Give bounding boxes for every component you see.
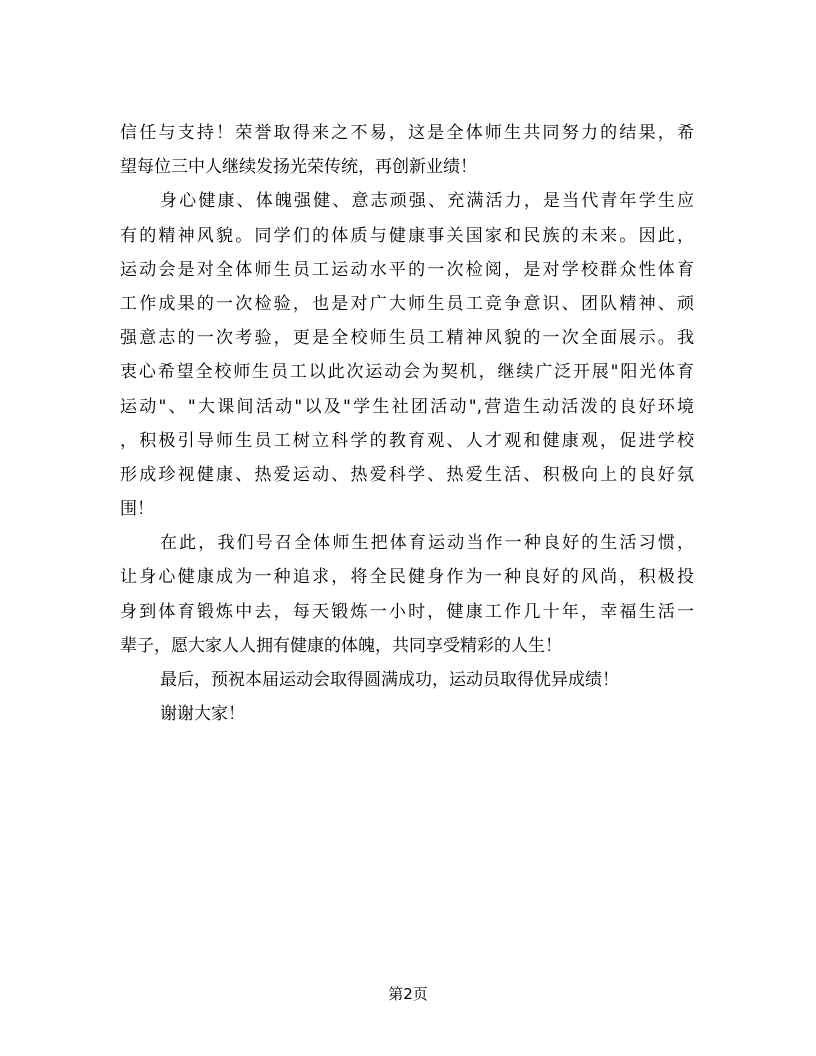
paragraph-line: 衷心希望全校师生员工以此次运动会为契机，继续广泛开展"阳光体育 bbox=[120, 362, 694, 383]
paragraph-line: 信任与支持！荣誉取得来之不易，这是全体师生共同努力的结果，希 bbox=[120, 123, 694, 143]
paragraph-4 bbox=[120, 663, 694, 697]
paragraph-line: 望每位三中人继续发扬光荣传统，再创新业绩！ bbox=[120, 157, 477, 178]
paragraph-line: 强意志的一次考验，更是全校师生员工精神风貌的一次全面展示。我 bbox=[120, 328, 694, 349]
paragraph-line: ，积极引导师生员工树立科学的教育观、人才观和健康观，促进学校 bbox=[120, 430, 694, 451]
paragraph-line: 让身心健康成为一种追求，将全民健身作为一种良好的风尚，积极投 bbox=[120, 567, 694, 588]
paragraph-3 bbox=[120, 526, 694, 663]
paragraph-line: 最后，预祝本届运动会取得圆满成功，运动员取得优异成绩！ bbox=[160, 670, 619, 690]
paragraph-line: 辈子，愿大家人人拥有健康的体魄，共同享受精彩的人生！ bbox=[120, 635, 562, 656]
paragraph-line: 运动会是对全体师生员工运动水平的一次检阅，是对学校群众性体育 bbox=[120, 259, 694, 280]
document-body bbox=[120, 116, 694, 731]
paragraph-2 bbox=[120, 184, 694, 526]
paragraph-line: 运动"、"大课间活动"以及"学生社团活动",营造生动活泼的良好环境 bbox=[120, 396, 694, 417]
paragraph-line: 工作成果的一次检验，也是对广大师生员工竞争意识、团队精神、顽 bbox=[120, 293, 694, 314]
paragraph-line: 身心健康、体魄强健、意志顽强、充满活力，是当代青年学生应 bbox=[160, 191, 694, 212]
paragraph-line: 有的精神风貌。同学们的体质与健康事关国家和民族的未来。因此， bbox=[120, 225, 694, 246]
paragraph-line: 身到体育锻炼中去，每天锻炼一小时，健康工作几十年，幸福生活一 bbox=[120, 601, 694, 622]
paragraph-line: 谢谢大家！ bbox=[160, 704, 245, 725]
paragraph-1 bbox=[120, 116, 694, 184]
paragraph-line: 形成珍视健康、热爱运动、热爱科学、热爱生活、积极向上的良好氛 bbox=[120, 464, 694, 485]
paragraph-line: 在此，我们号召全体师生把体育运动当作一种良好的生活习惯， bbox=[160, 533, 694, 554]
paragraph-line: 围！ bbox=[120, 499, 154, 520]
paragraph-5 bbox=[120, 697, 694, 731]
page-number: 第2页 bbox=[388, 985, 428, 1003]
